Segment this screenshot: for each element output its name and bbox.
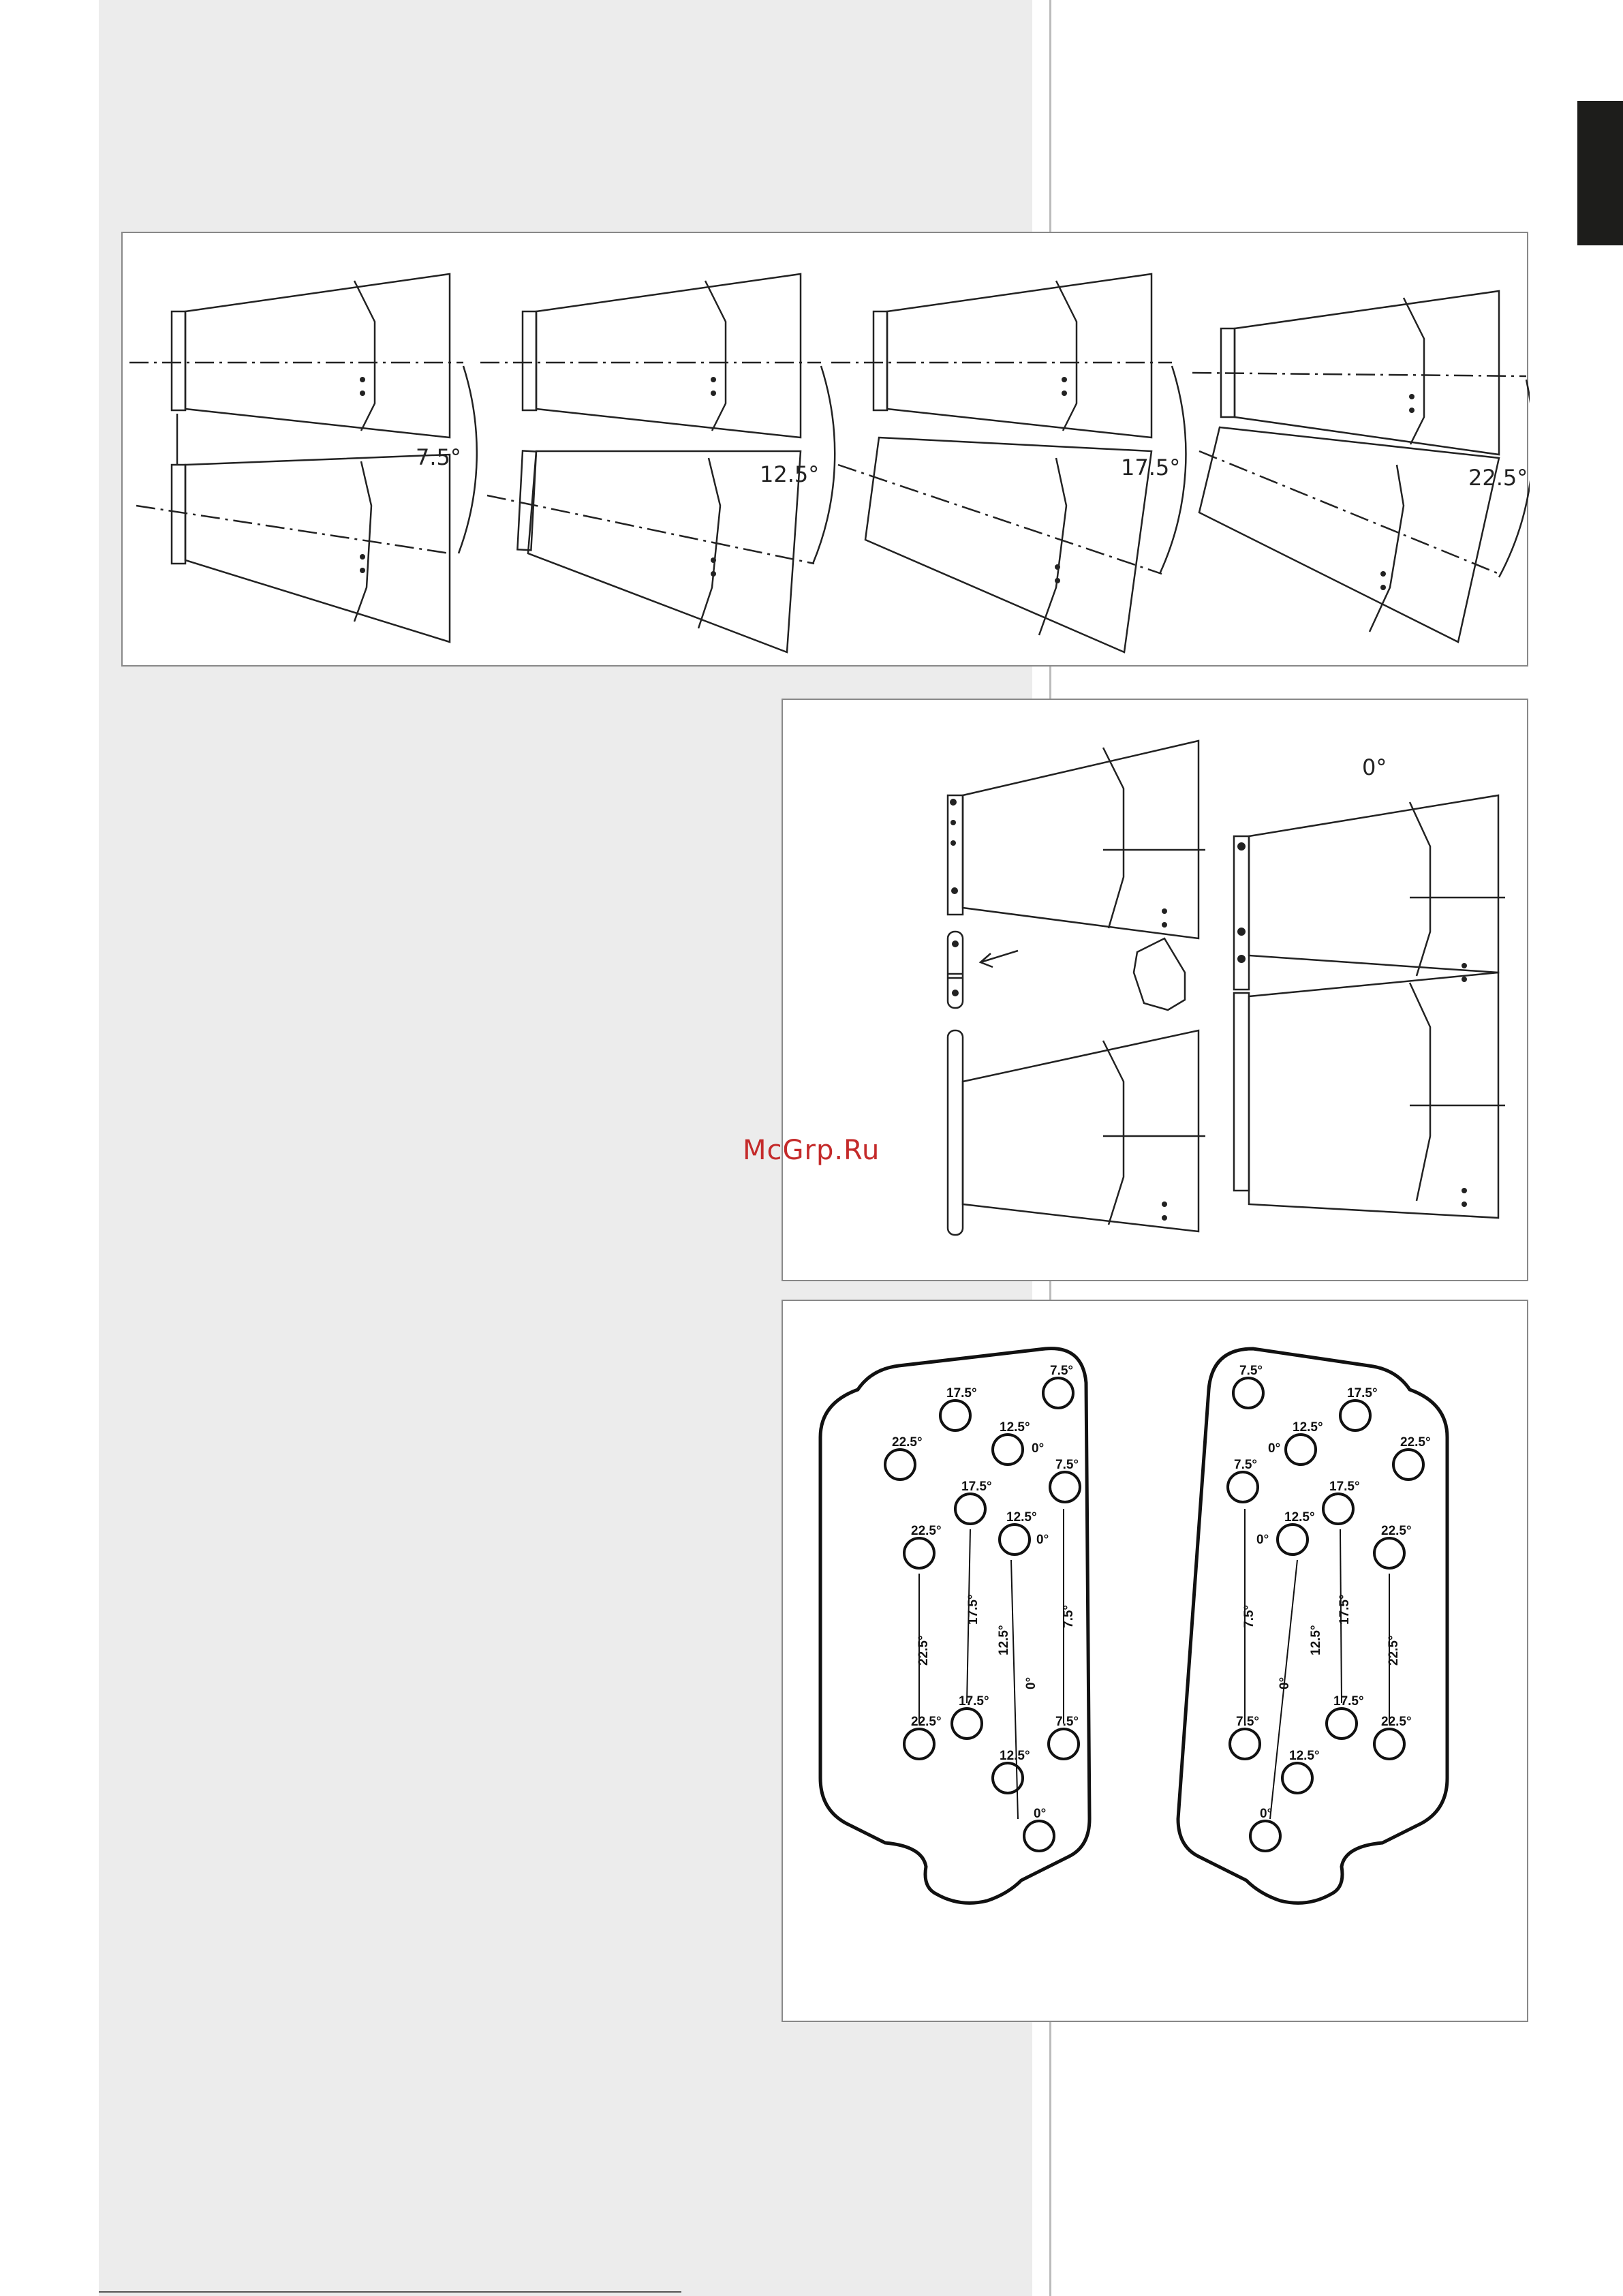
plate-right-label-1: 7.5° xyxy=(1239,1364,1263,1378)
plate-right-label-5: 22.5° xyxy=(1400,1435,1431,1450)
angle-plate xyxy=(1134,938,1185,1010)
plate-left-label-8: 12.5° xyxy=(1006,1510,1037,1525)
plate-left-label-9: 0° xyxy=(1036,1533,1049,1547)
angle-label-2: 12.5° xyxy=(760,461,820,487)
plate-left-label-3: 12.5° xyxy=(1000,1420,1030,1435)
angle-label-3: 17.5° xyxy=(1121,455,1181,480)
plate-left-track-2: 17.5° xyxy=(966,1594,980,1625)
plate-left-label-12: 17.5° xyxy=(959,1694,989,1709)
plate-left-track-5: 7.5° xyxy=(1062,1604,1076,1628)
plate-right-label-6: 7.5° xyxy=(1234,1458,1258,1472)
plate-right-track-2: 0° xyxy=(1278,1677,1292,1689)
plate-right-label-12: 17.5° xyxy=(1333,1694,1364,1709)
plate-right-label-14: 12.5° xyxy=(1289,1749,1320,1763)
plate-right-label-2: 17.5° xyxy=(1347,1386,1378,1400)
plate-left-track-4: 0° xyxy=(1024,1677,1038,1689)
enclosure-assembled-lower xyxy=(1249,973,1498,1218)
assembly-panel xyxy=(782,699,1528,1281)
plate-right-label-8: 12.5° xyxy=(1284,1510,1315,1525)
plate-left-label-1: 7.5° xyxy=(1050,1364,1074,1378)
plate-right-label-7: 17.5° xyxy=(1329,1480,1360,1494)
angle-label-1: 7.5° xyxy=(416,444,461,470)
assembly-drawing xyxy=(783,700,1530,1283)
plate-left-label-5: 22.5° xyxy=(892,1435,923,1450)
plate-right-track-3: 12.5° xyxy=(1309,1625,1323,1655)
rigging-bracket xyxy=(172,311,185,410)
plate-left-label-13: 7.5° xyxy=(1055,1715,1079,1729)
plate-left-label-10: 22.5° xyxy=(911,1524,942,1538)
plate-right-label-4: 0° xyxy=(1268,1441,1281,1456)
plate-left-label-7: 17.5° xyxy=(961,1480,992,1494)
section-tab xyxy=(1577,101,1623,245)
plate-right-track-1: 7.5° xyxy=(1242,1604,1256,1628)
plate-right-label-10: 22.5° xyxy=(1381,1524,1412,1538)
plate-right-track-4: 17.5° xyxy=(1338,1594,1352,1625)
plate-left-label-15: 0° xyxy=(1034,1807,1047,1821)
plate-left-track-1: 22.5° xyxy=(916,1635,931,1666)
assembly-angle-label: 0° xyxy=(1362,754,1387,780)
plate-left-label-2: 17.5° xyxy=(946,1386,977,1400)
enclosure-lower xyxy=(963,1030,1199,1231)
angle-plates-drawing xyxy=(783,1301,1530,2023)
watermark-text: McGrp.Ru xyxy=(743,1135,880,1166)
plate-left-label-4: 0° xyxy=(1032,1441,1045,1456)
bottom-rule xyxy=(99,2291,681,2293)
plate-left-label-14: 12.5° xyxy=(1000,1749,1030,1763)
angle-plates-panel xyxy=(782,1300,1528,2022)
rigging-bracket-lower xyxy=(948,1030,963,1235)
plate-right-label-13: 22.5° xyxy=(1381,1715,1412,1729)
plate-right-label-15: 0° xyxy=(1260,1807,1273,1821)
rigging-bracket-upper xyxy=(948,795,963,915)
enclosure-assembled-upper xyxy=(1249,795,1498,973)
enclosure-bottom xyxy=(185,455,450,642)
array-angle-drawing xyxy=(123,233,1530,668)
enclosure-top xyxy=(185,274,450,438)
plate-right-label-3: 12.5° xyxy=(1293,1420,1323,1435)
plate-right-track-5: 22.5° xyxy=(1387,1635,1401,1666)
array-angle-panel xyxy=(121,232,1528,667)
plate-left-track-3: 12.5° xyxy=(997,1625,1011,1655)
angle-label-4: 22.5° xyxy=(1468,465,1528,491)
plate-right-label-9: 0° xyxy=(1256,1533,1269,1547)
plate-left-label-11: 22.5° xyxy=(911,1715,942,1729)
plate-right-label-11: 7.5° xyxy=(1236,1715,1260,1729)
plate-left-label-6: 7.5° xyxy=(1055,1458,1079,1472)
